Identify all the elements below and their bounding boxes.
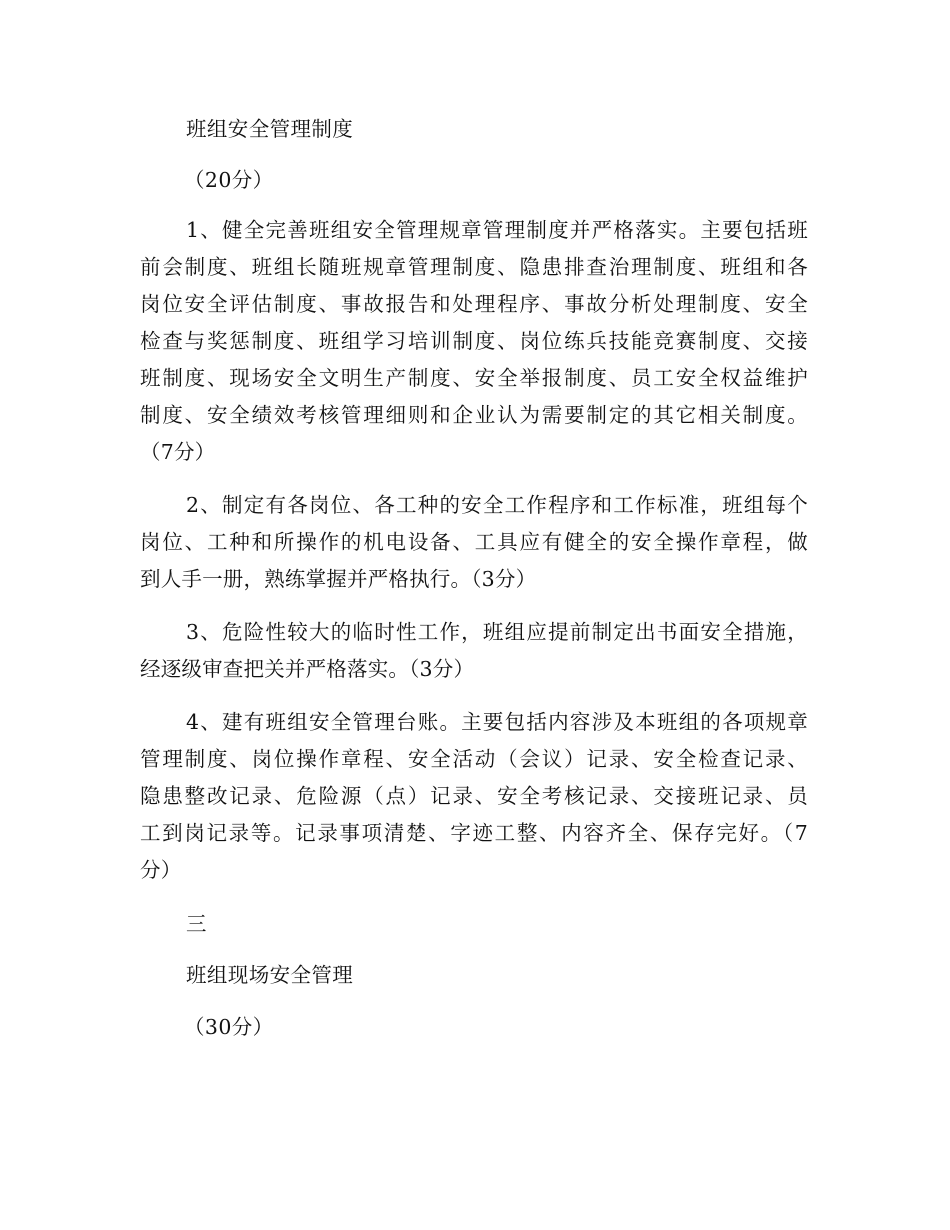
paragraph-line: 1、健全完善班组安全管理规章管理制度并严格落实。主要包括班 <box>186 218 808 242</box>
paragraph-line: 班制度、现场安全文明生产制度、安全举报制度、员工安全权益维护 <box>140 366 808 390</box>
section-score: （30分） <box>184 1015 274 1039</box>
paragraph-line: 检查与奖惩制度、班组学习培训制度、岗位练兵技能竞赛制度、交接 <box>140 329 808 353</box>
section-heading: 班组现场安全管理 <box>186 963 354 987</box>
paragraph-line: 2、制定有各岗位、各工种的安全工作程序和工作标准，班组每个 <box>186 493 808 517</box>
paragraph-line: 3、危险性较大的临时性工作，班组应提前制定出书面安全措施， <box>186 620 808 644</box>
paragraph-line: 到人手一册，熟练掌握并严格执行。（3分） <box>140 567 537 591</box>
paragraph-line: 岗位安全评估制度、事故报告和处理程序、事故分析处理制度、安全 <box>140 292 808 316</box>
paragraph-line: 制度、安全绩效考核管理细则和企业认为需要制定的其它相关制度。 <box>140 403 808 427</box>
paragraph-line: 工到岗记录等。记录事项清楚、字迹工整、内容齐全、保存完好。（7 <box>140 821 808 845</box>
paragraph-line: 分） <box>140 858 182 882</box>
paragraph-line: 岗位、工种和所操作的机电设备、工具应有健全的安全操作章程，做 <box>140 530 808 554</box>
paragraph-line: 4、建有班组安全管理台账。主要包括内容涉及本班组的各项规章 <box>186 710 808 734</box>
section-score: （20分） <box>184 168 274 192</box>
paragraph-line: 经逐级审查把关并严格落实。（3分） <box>140 657 475 681</box>
paragraph-line: 管理制度、岗位操作章程、安全活动（会议）记录、安全检查记录、 <box>140 747 808 771</box>
paragraph-line: 前会制度、班组长随班规章管理制度、隐患排查治理制度、班组和各 <box>140 255 808 279</box>
section-heading: 班组安全管理制度 <box>186 117 354 141</box>
paragraph-line: 隐患整改记录、危险源（点）记录、安全考核记录、交接班记录、员 <box>140 784 808 808</box>
section-number: 三 <box>186 912 207 936</box>
paragraph-line: （7分） <box>140 440 216 464</box>
